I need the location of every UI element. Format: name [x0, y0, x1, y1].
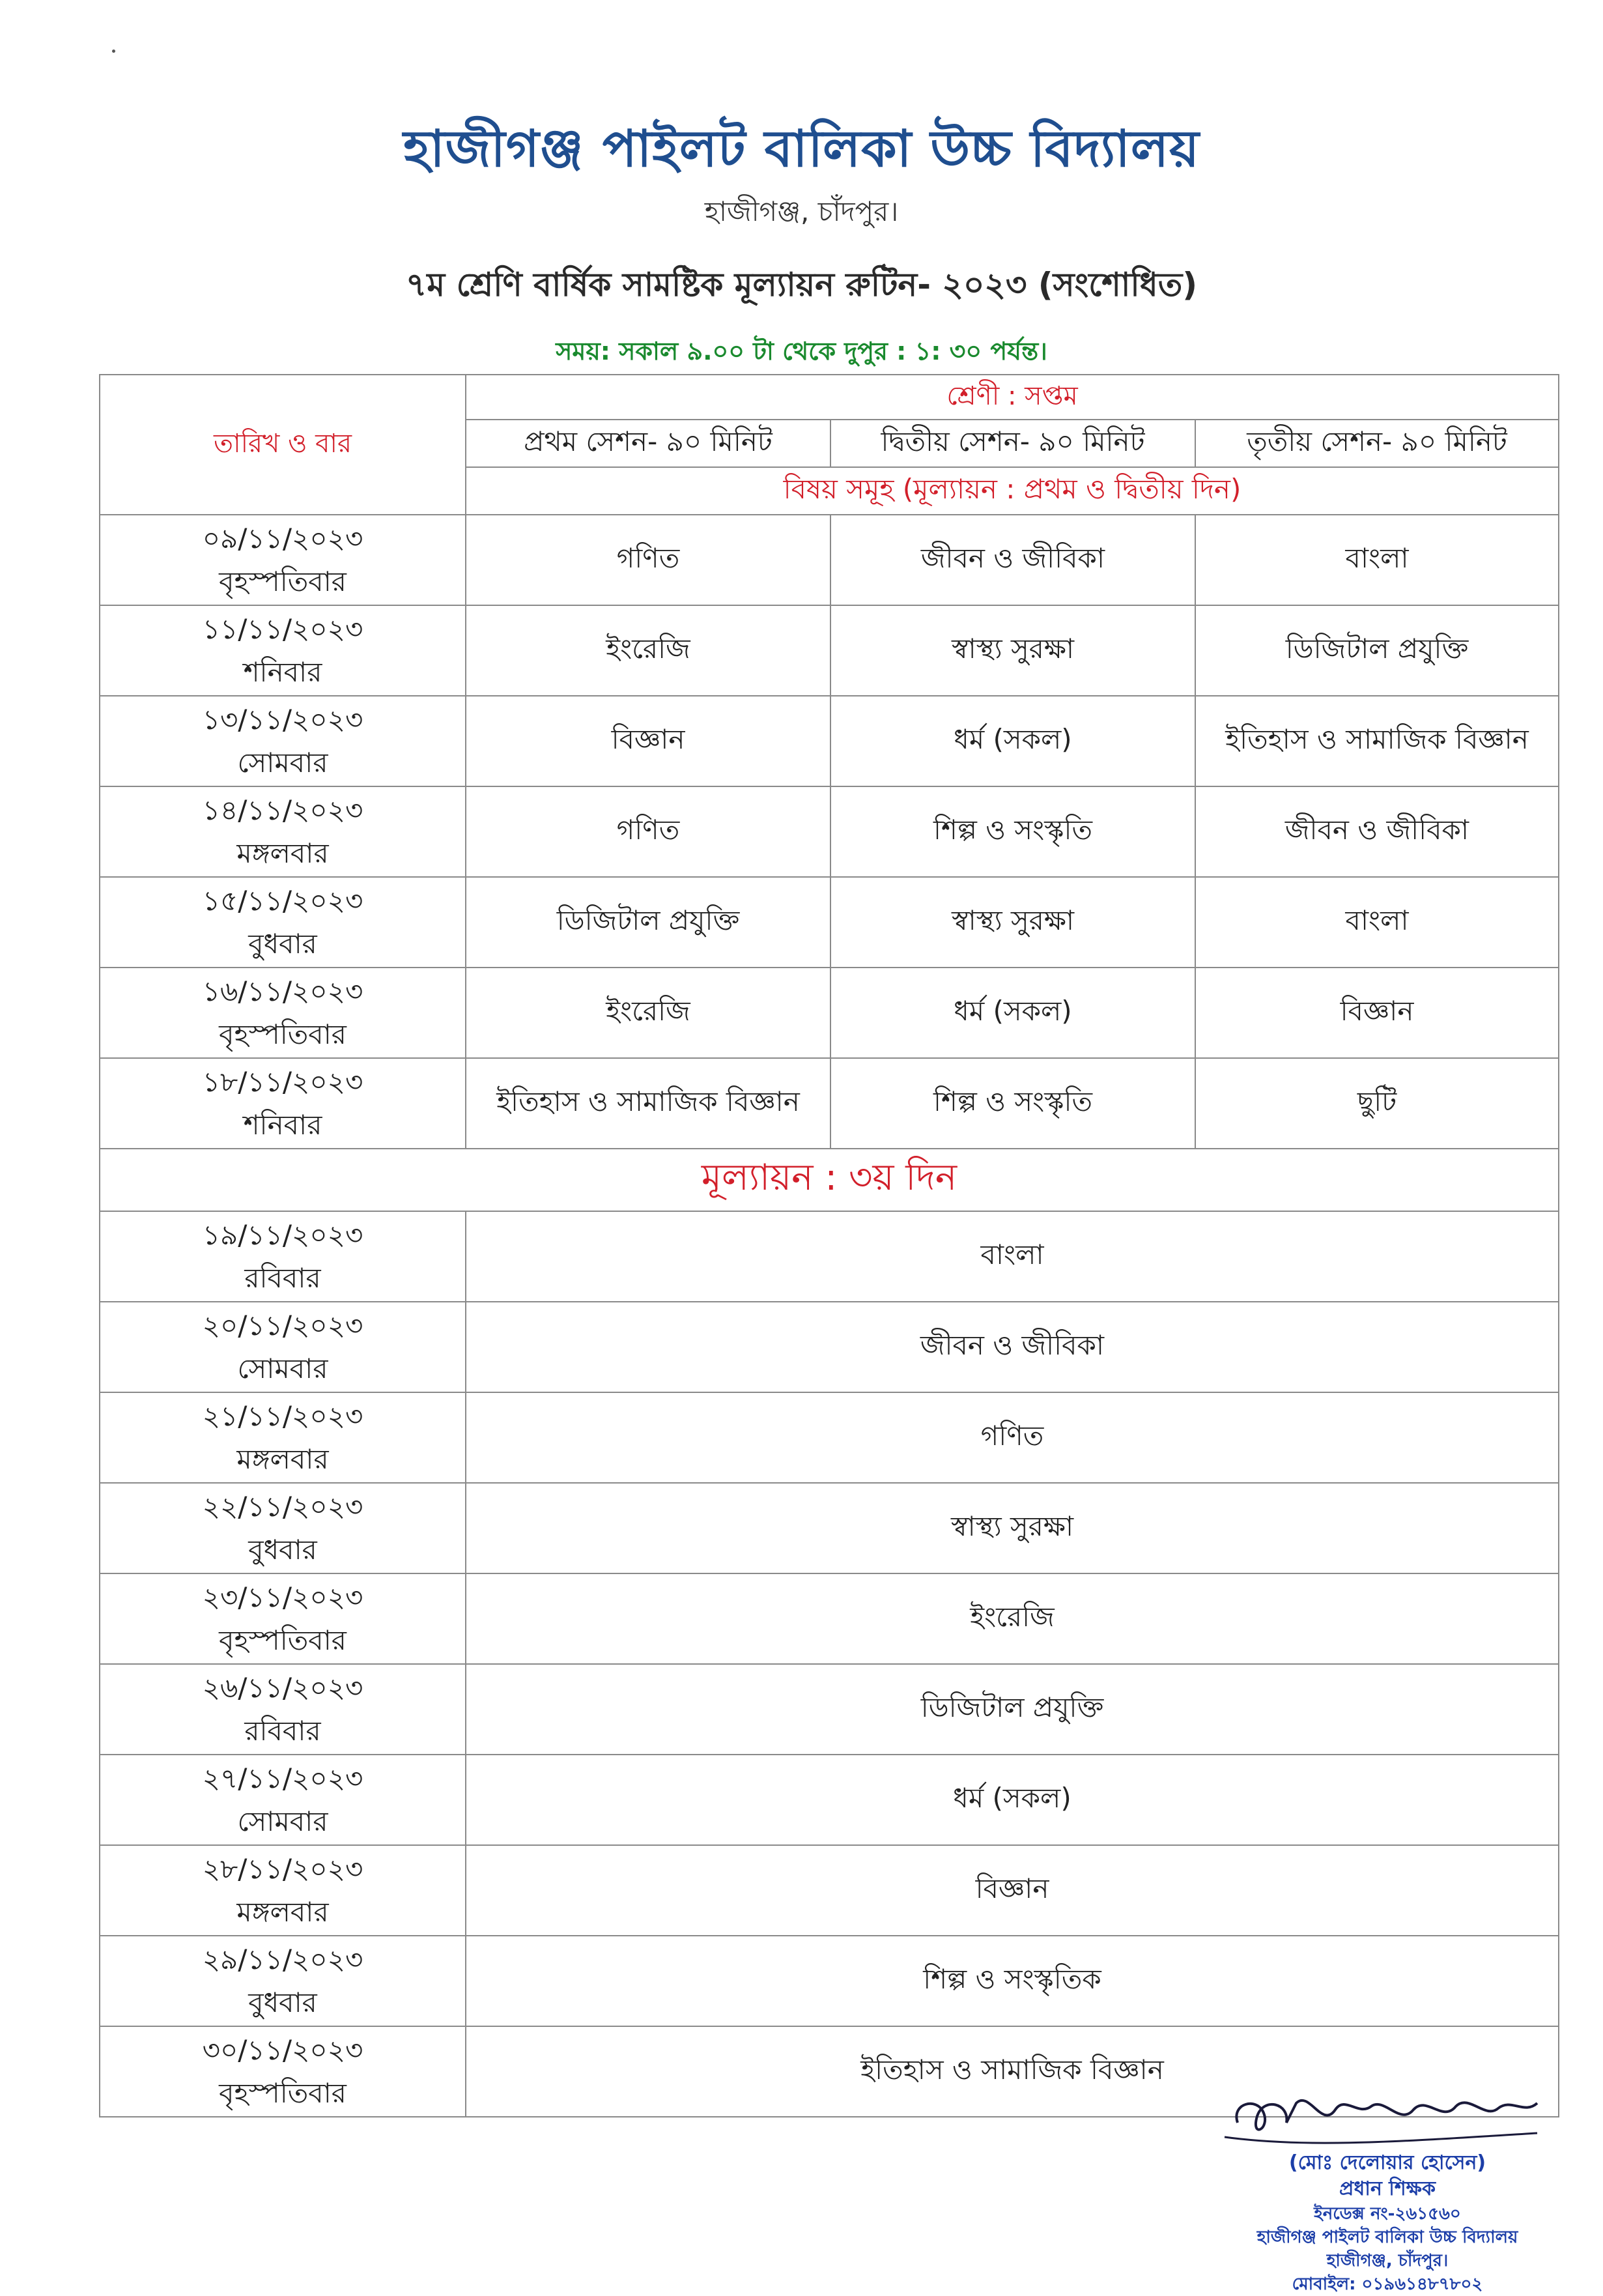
day-value: মঙ্গলবার [236, 1442, 329, 1475]
day-value: মঙ্গলবার [236, 1895, 329, 1928]
routine-table [99, 374, 1559, 2117]
subject-cell: ধর্ম (সকল) [466, 1755, 1559, 1845]
day-value: বৃহস্পতিবার [219, 2076, 347, 2109]
date-value: ২৭/১১/২০২৩ [202, 1762, 363, 1794]
third-day-header: মূল্যায়ন : ৩য় দিন [100, 1149, 1559, 1211]
date-value: ১৮/১১/২০২৩ [202, 1065, 363, 1098]
date-day-cell [100, 1936, 466, 2026]
date-value: ২০/১১/২০২৩ [202, 1309, 363, 1342]
date-value: ২৬/১১/২০২৩ [202, 1671, 363, 1704]
date-day-cell [100, 1392, 466, 1483]
session-1-subject: ডিজিটাল প্রযুক্তি [466, 877, 830, 968]
stamp-name: (মোঃ দেলোয়ার হোসেন) [1288, 2151, 1486, 2174]
day-value: বুধবার [248, 1533, 317, 1566]
class-header: শ্রেণী : সপ্তম [466, 375, 1559, 420]
subject-cell: ইংরেজি [466, 1573, 1559, 1664]
signature-block [1212, 2077, 1563, 2294]
subject-cell: ডিজিটাল প্রযুক্তি [466, 1664, 1559, 1755]
date-day-header: তারিখ ও বার [100, 375, 466, 515]
table-row [100, 786, 1559, 877]
table-row [100, 1058, 1559, 1149]
session-3-subject: জীবন ও জীবিকা [1195, 786, 1559, 877]
date-value: ২৮/১১/২০২৩ [202, 1852, 363, 1885]
date-day-cell [100, 515, 466, 605]
date-value: ২১/১১/২০২৩ [202, 1399, 363, 1432]
date-day-cell [100, 1845, 466, 1936]
session-2-subject: ধর্ম (সকল) [830, 968, 1195, 1058]
table-row [100, 1392, 1559, 1483]
subject-cell: বিজ্ঞান [466, 1845, 1559, 1936]
session-1-header: প্রথম সেশন- ৯০ মিনিট [466, 420, 830, 467]
day-value: রবিবার [244, 1714, 321, 1747]
date-day-cell [100, 1211, 466, 1302]
session-1-subject: গণিত [466, 515, 830, 605]
session-2-subject: শিল্প ও সংস্কৃতি [830, 1058, 1195, 1149]
date-day-cell [100, 1058, 466, 1149]
school-name: হাজীগঞ্জ পাইলট বালিকা উচ্চ বিদ্যালয় [403, 120, 1200, 179]
session-3-subject: বাংলা [1195, 515, 1559, 605]
date-day-cell [100, 2026, 466, 2117]
date-day-cell [100, 1302, 466, 1392]
session-1-subject: গণিত [466, 786, 830, 877]
date-value: ১১/১১/২০২৩ [202, 612, 363, 645]
part2-rows [100, 1211, 1559, 2117]
table-row [100, 605, 1559, 696]
stamp-school: হাজীগঞ্জ পাইলট বালিকা উচ্চ বিদ্যালয় [1256, 2228, 1518, 2247]
session-2-subject: শিল্প ও সংস্কৃতি [830, 786, 1195, 877]
stamp-designation: প্রধান শিক্ষক [1339, 2177, 1436, 2200]
date-value: ২৯/১১/২০২৩ [202, 1943, 363, 1975]
table-row [100, 1483, 1559, 1573]
table-row [100, 968, 1559, 1058]
date-value: ১৯/১১/২০২৩ [202, 1218, 363, 1251]
day-value: বৃহস্পতিবার [219, 1624, 347, 1656]
table-row [100, 1302, 1559, 1392]
date-day-cell [100, 1483, 466, 1573]
date-day-cell [100, 786, 466, 877]
table-row [100, 1211, 1559, 1302]
day-value: বুধবার [248, 927, 317, 960]
session-3-subject: বিজ্ঞান [1195, 968, 1559, 1058]
session-3-header: তৃতীয় সেশন- ৯০ মিনিট [1195, 420, 1559, 467]
date-value: ১৫/১১/২০২৩ [202, 884, 363, 917]
session-2-header: দ্বিতীয় সেশন- ৯০ মিনিট [830, 420, 1195, 467]
day-value: বুধবার [248, 1986, 317, 2018]
session-2-subject: ধর্ম (সকল) [830, 696, 1195, 786]
signature-scribble [1212, 2077, 1550, 2155]
day-value: সোমবার [237, 746, 328, 779]
session-3-subject: ইতিহাস ও সামাজিক বিজ্ঞান [1195, 696, 1559, 786]
session-1-subject: ইংরেজি [466, 968, 830, 1058]
subject-cell: গণিত [466, 1392, 1559, 1483]
date-day-cell [100, 605, 466, 696]
date-value: ২৩/১১/২০২৩ [202, 1581, 363, 1613]
session-2-subject: স্বাস্থ্য সুরক্ষা [830, 877, 1195, 968]
subject-cell: বাংলা [466, 1211, 1559, 1302]
date-value: ১৬/১১/২০২৩ [202, 975, 363, 1007]
session-1-subject: ইতিহাস ও সামাজিক বিজ্ঞান [466, 1058, 830, 1149]
headmaster-stamp [1212, 2150, 1563, 2296]
session-1-subject: বিজ্ঞান [466, 696, 830, 786]
subject-cell: ইতিহাস ও সামাজিক বিজ্ঞান [466, 2026, 1559, 2117]
day-value: মঙ্গলবার [236, 837, 329, 869]
session-2-subject: স্বাস্থ্য সুরক্ষা [830, 605, 1195, 696]
subject-cell: স্বাস্থ্য সুরক্ষা [466, 1483, 1559, 1573]
date-value: ১৪/১১/২০২৩ [202, 794, 363, 826]
day-value: সোমবার [237, 1805, 328, 1837]
table-row [100, 1664, 1559, 1755]
date-value: ৩০/১১/২০২৩ [202, 2033, 363, 2066]
date-day-cell [100, 1664, 466, 1755]
date-day-cell [100, 1573, 466, 1664]
table-row [100, 1573, 1559, 1664]
date-value: ২২/১১/২০২৩ [202, 1490, 363, 1523]
day-value: রবিবার [244, 1261, 321, 1294]
date-day-cell [100, 968, 466, 1058]
stamp-place: হাজীগঞ্জ, চাঁদপুর। [1326, 2251, 1449, 2271]
exam-time: সময়: সকাল ৯.০০ টা থেকে দুপুর : ১: ৩০ পর্যন্ত। [556, 337, 1047, 366]
day-value: শনিবার [243, 655, 322, 688]
date-value: ০৯/১১/২০২৩ [202, 522, 363, 554]
table-row [100, 696, 1559, 786]
date-day-cell [100, 696, 466, 786]
date-value: ১৩/১১/২০২৩ [202, 703, 363, 736]
session-3-subject: ডিজিটাল প্রযুক্তি [1195, 605, 1559, 696]
date-day-cell [100, 1755, 466, 1845]
session-3-subject: বাংলা [1195, 877, 1559, 968]
stamp-mobile: মোবাইল: ০১৯৬১৪৮৭৮০২ [1292, 2274, 1483, 2294]
part1-rows [100, 515, 1559, 1149]
table-row [100, 1845, 1559, 1936]
day-value: সোমবার [237, 1352, 328, 1385]
table-row [100, 877, 1559, 968]
day-value: বৃহস্পতিবার [219, 1018, 347, 1050]
stamp-index: ইনডেক্স নং-২৬১৫৬০ [1314, 2204, 1461, 2224]
session-3-subject: ছুটি [1195, 1058, 1559, 1149]
day-value: শনিবার [243, 1108, 322, 1141]
school-address: হাজীগঞ্জ, চাঁদপুর। [704, 195, 899, 227]
table-row [100, 1755, 1559, 1845]
subject-cell: জীবন ও জীবিকা [466, 1302, 1559, 1392]
date-day-cell [100, 877, 466, 968]
session-1-subject: ইংরেজি [466, 605, 830, 696]
table-row [100, 1936, 1559, 2026]
session-2-subject: জীবন ও জীবিকা [830, 515, 1195, 605]
routine-title: ৭ম শ্রেণি বার্ষিক সামষ্টিক মূল্যায়ন রুটিন- ২০২৩ (সংশোধিত) [405, 266, 1198, 304]
subject-cell: শিল্প ও সংস্কৃতিক [466, 1936, 1559, 2026]
table-row [100, 515, 1559, 605]
subjects-header: বিষয় সমূহ (মূল্যায়ন : প্রথম ও দ্বিতীয় দিন) [466, 467, 1559, 515]
day-value: বৃহস্পতিবার [219, 565, 347, 597]
